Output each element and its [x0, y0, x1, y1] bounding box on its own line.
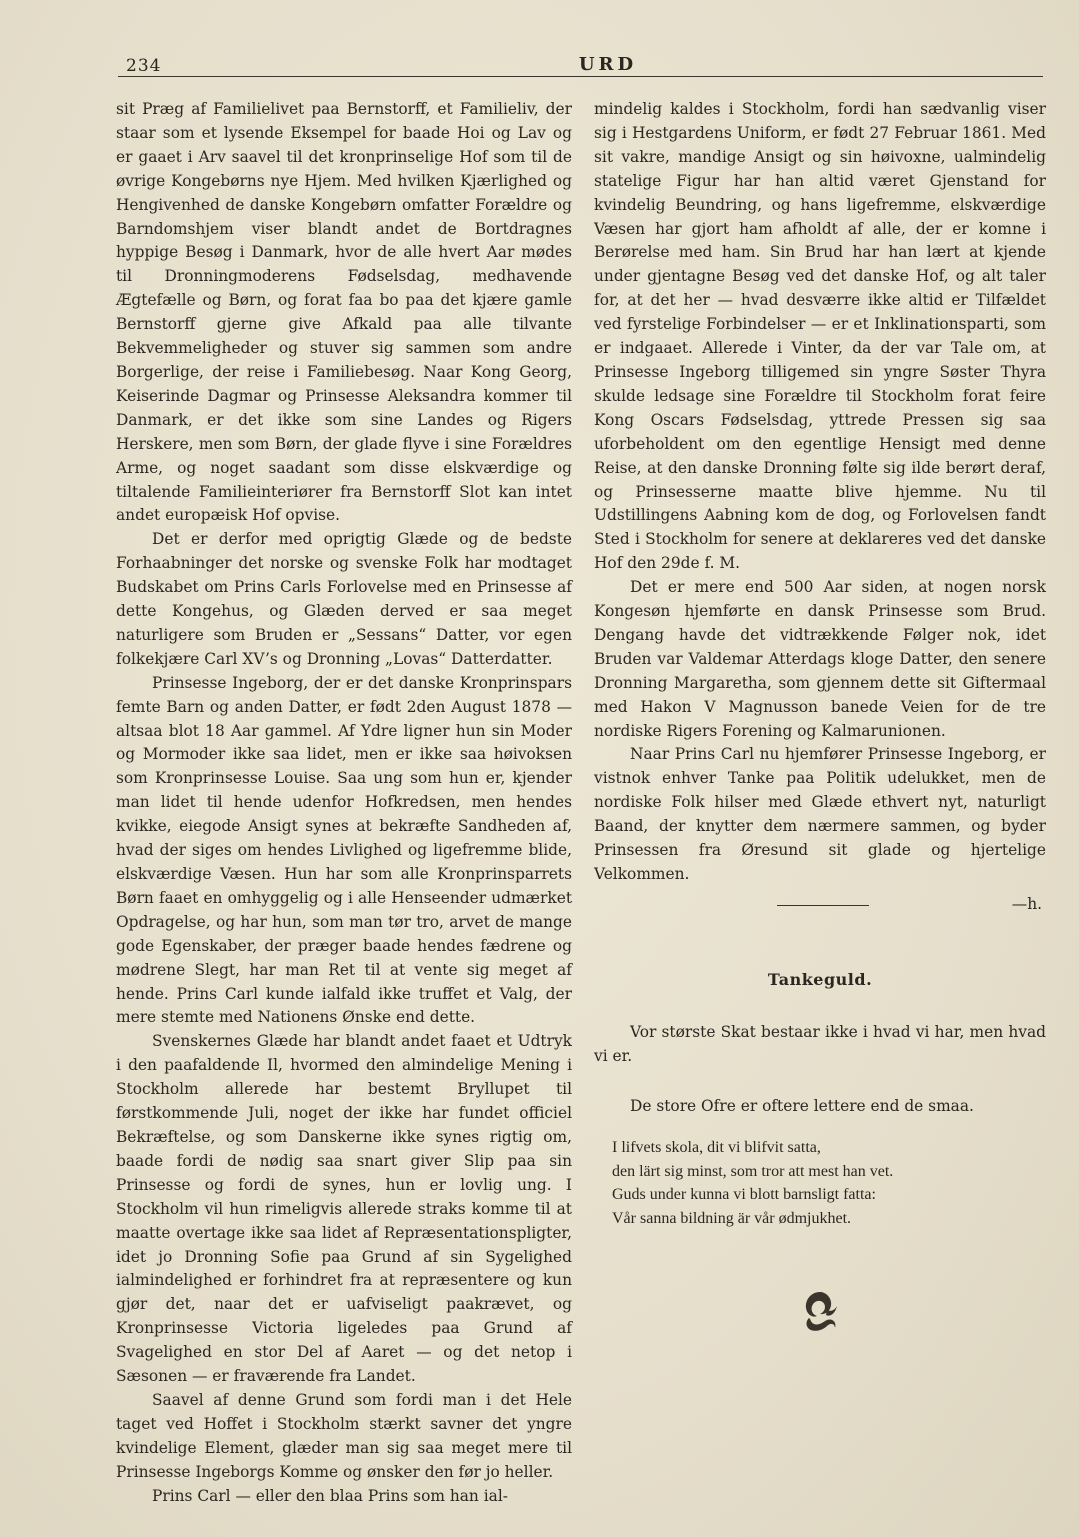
right-column [594, 98, 1046, 917]
paragraph: Svenskernes Glæde har blandt andet faaet et Udtryk i den paafaldende Il, hvormed den almindelige Mening i Stockholm allerede har bestemt Bryllupet til førstkommende Juli, noget der ikke har fundet officiel Bekræftelse, og som Danskerne ikke synes rigtig om, baade fordi de nødig saa snart giver Slip paa sin Prinsesse og fordi de synes, hun er lovlig ung. I Stockholm vil hun rimeligvis allerede straks komme til at maatte overtage ikke saa lidet af Repræsentationspligter, idet jo Dronning Sofie paa Grund af sin Sygelighed ialmindelighed er forhindret fra at repræsentere og kun gjør det, naar det er uafviseligt paakrævet, og Kronprinsesse Victoria ligeledes paa Grund af Svagelighed en stor Del af Aaret — og det netop i Sæsonen — er fraværende fra Landet. [116, 1032, 572, 1386]
page-header [118, 50, 1043, 80]
poem-line: den lärt sig minst, som tror att mest han vet. [612, 1162, 894, 1180]
paragraph: Det er mere end 500 Aar siden, at nogen norsk Kongesøn hjemførte en dansk Prinsesse som Brud. Dengang havde det vidtrækkende Følger nok, idet Bruden var Valdemar Atterdags kloge Datter, den senere Dronning Margaretha, som gjennem dette sit Giftermaal med Hakon V Magnusson banede Veien for de tre nordiske Rigers Forening og Kalmarunionen. [594, 578, 1046, 740]
poem-line: I lifvets skola, dit vi blifvit satta, [612, 1139, 821, 1156]
poem [612, 1136, 1042, 1230]
paragraph: Prinsesse Ingeborg, der er det danske Kronprinspars femte Barn og anden Datter, er født 2den August 1878 — altsaa blot 18 Aar gammel. Af Ydre ligner hun sin Moder og Mormoder ikke saa lidet, men er ikke saa høivoksen som Kronprinsesse Louise. Saa ung som hun er, kjender man lidet til hende udenfor Hofkredsen, men hendes kvikke, eiegode Ansigt synes at bekræfte Sandheden af, hvad der siges om hendes Livlighed og ligefremme blide, elskværdige Væsen. Hun har som alle Kronprinsparrets Børn faaet en omhyggelig og i alle Henseender udmærket Opdragelse, og har hun, som man tør tro, arvet de mange gode Egenskaber, der præger baade hendes fædrene og mødrene Slegt, har man Ret til at vente sig meget af hende. Prins Carl kunde ialfald ikke truffet et Valg, der mere stemte med Nationens Ønske end dette. [116, 673, 572, 1027]
poem-line: Guds under kunna vi blott barnsligt fatta: [612, 1186, 876, 1203]
poem-line: Vår sanna bildning är vår ødmjukhet. [612, 1209, 852, 1227]
author-signature: —h. [1011, 894, 1042, 913]
paragraph: Saavel af denne Grund som fordi man i det Hele taget ved Hoffet i Stockholm stærkt savner det yngre kvindelige Element, glæder man sig saa meget mere til Prinsesse Ingeborgs Komme og ønsker den før jo heller. [116, 1390, 572, 1481]
left-column [116, 98, 572, 1508]
paragraph: Naar Prins Carl nu hjemfører Prinsesse Ingeborg, er vistnok enhver Tanke paa Politik udelukket, men de nordiske Folk hilser med Glæde ethvert nyt, naturligt Baand, der knytter dem nærmere sammen, og byder Prinsessen fra Øresund sit glade og hjertelige Velkommen. [594, 745, 1046, 883]
section-divider [777, 905, 869, 906]
paragraph: Det er derfor med oprigtig Glæde og de bedste Forhaabninger det norske og svenske Folk har modtaget Budskabet om Prins Carls Forlovelse med en Prinsesse af dette Kongehus, og Glæden derved er saa meget naturligere som Bruden er „Sessans“ Datter, vor egen folkekjære Carl XV’s og Dronning „Lovas“ Datterdatter. [116, 530, 572, 668]
paragraph: mindelig kaldes i Stockholm, fordi han sædvanlig viser sig i Hestgardens Uniform, er født 27 Februar 1861. Med sit vakre, mandige Ansigt og sin høivoxne, ualmindelig statelige Figur har han altid været Gjenstand for kvindelig Beundring, og hans ligefremme, elskværdige Væsen har gjort ham afholdt af alle, der er komne i Berørelse med ham. Sin Brud har han lært at kjende under gjentagne Besøg ved det danske Hof, og alt taler for, at det her — hvad desværre ikke altid er Tilfældet ved fyrstelige Forbindelser — er et Inklinationsparti, som er indgaaet. Allerede i Vinter, da der var Tale om, at Prinsesse Ingeborg tilligemed sin yngre Søster Thyra skulde ledsage sine Forældre til Stockholm forat feire Kong Oscars Fødselsdag, yttrede Pressen sig saa uforbeholdent om den egentlige Hensigt med denne Reise, at den danske Dronning følte sig ilde berørt deraf, og Prinsesserne maatte blive hjemme. Nu til Udstillingens Aabning kom de dog, og Forlovelsen fandt Sted i Stockholm for senere at deklareres ved det danske Hof den 29de f. M. [594, 100, 1046, 573]
maxim: De store Ofre er oftere lettere end de smaa. [630, 1097, 974, 1115]
page-number: 234 [126, 56, 162, 76]
header-rule [118, 76, 1043, 77]
maxim: Vor største Skat bestaar ikke i hvad vi har, men hvad vi er. [594, 1023, 1046, 1065]
section-title: Tankeguld. [767, 970, 873, 989]
running-head: URD [578, 54, 638, 75]
paragraph: sit Præg af Familielivet paa Bernstorff, et Familieliv, der staar som et lysende Eksempel for baade Hoi og Lav og er gaaet i Arv saavel til det kronprinselige Hof som til de øvrige Kongebørns nye Hjem. Med hvilken Kjærlighed og Hengivenhed de danske Kongebørn omfatter Forældre og Barndomshjem viser blandt andet de Bortdragnes hyppige Besøg i Danmark, hvor de alle hvert Aar mødes til Dronningmoderens Fødselsdag, medhavende Ægtefælle og Børn, og forat faa bo paa det kjære gamle Bernstorff gjerne give Afkald paa alle tilvante Bekvemmeligheder og stuver sig sammen som andre Borgerlige, der reise i Familiebesøg. Naar Kong Georg, Keiserinde Dagmar og Prinsesse Aleksandra kommer til Danmark, er det ikke som sine Landes og Rigers Herskere, men som Børn, der glade flyve i sine Forældres Arme, og noget saadant som disse elskværdige og tiltalende Familieinteriører fra Bernstorff Slot kan intet andet europæisk Hof opvise. [116, 100, 572, 525]
vignette-ornament-icon [797, 1288, 843, 1334]
paragraph: Prins Carl — eller den blaa Prins som han ial- [152, 1486, 508, 1505]
